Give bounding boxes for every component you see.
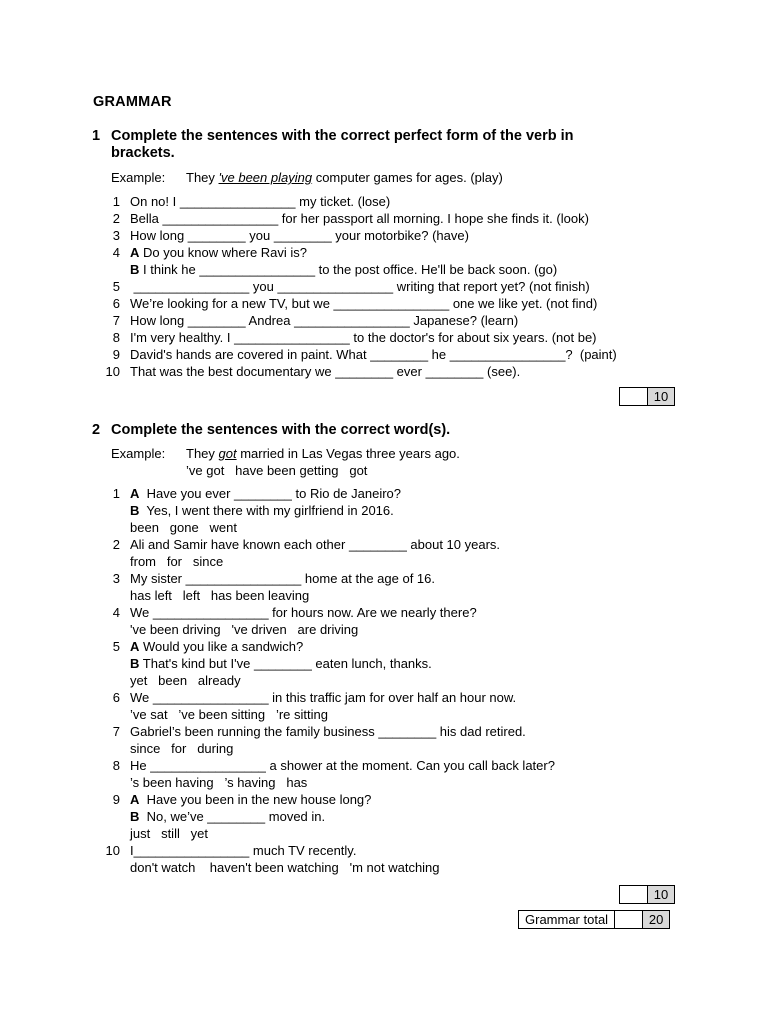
exercise-2-item-response[interactable]: B That's kind but I've ________ eaten lunch, thanks. bbox=[130, 656, 432, 671]
exercise-1-item[interactable]: A Do you know where Ravi is? bbox=[130, 245, 308, 260]
grammar-total-label: Grammar total bbox=[519, 911, 615, 928]
exercise-1-item-response[interactable]: B I think he ________________ to the post office. He'll be back soon. (go) bbox=[130, 262, 558, 277]
item-number: 6 bbox=[112, 296, 120, 311]
item-number: 2 bbox=[112, 211, 120, 226]
max-score: 10 bbox=[648, 388, 674, 405]
answer-options: ’s been having ’s having has bbox=[130, 775, 308, 790]
item-number: 3 bbox=[112, 571, 120, 586]
item-number: 1 bbox=[112, 194, 120, 209]
answer-options: 've been driving 've driven are driving bbox=[130, 622, 359, 637]
section-heading: GRAMMAR bbox=[93, 94, 172, 110]
item-number: 1 bbox=[112, 486, 120, 501]
exercise-1-instructions: Complete the sentences with the correct perfect form of the verb in brackets. bbox=[111, 128, 574, 161]
exercise-1-item[interactable]: We’re looking for a new TV, but we ________________ one we like yet. (not find) bbox=[130, 296, 598, 311]
answer-options: ’ve sat ’ve been sitting ’re sitting bbox=[130, 707, 328, 722]
score-entry-cell[interactable] bbox=[620, 388, 648, 405]
exercise-2-item[interactable]: A Have you ever ________ to Rio de Janeiro? bbox=[130, 486, 402, 501]
exercise-1-item[interactable]: Bella ________________ for her passport all morning. I hope she finds it. (look) bbox=[130, 211, 589, 226]
exercise-2-score-box bbox=[619, 885, 675, 904]
score-entry-cell[interactable] bbox=[620, 886, 648, 903]
total-max-score: 20 bbox=[643, 911, 669, 928]
exercise-2-item[interactable]: A Would you like a sandwich? bbox=[130, 639, 304, 654]
exercise-1-item[interactable]: David's hands are covered in paint. What ________ he ________________? (paint) bbox=[130, 347, 617, 362]
exercise-1-example: They 've been playing computer games for ages. (play) bbox=[186, 170, 503, 185]
item-number: 7 bbox=[112, 313, 120, 328]
item-number: 6 bbox=[112, 690, 120, 705]
exercise-2-example-label: Example: bbox=[111, 446, 166, 461]
exercise-1-item[interactable]: How long ________ you ________ your motorbike? (have) bbox=[130, 228, 469, 243]
item-number: 9 bbox=[112, 792, 120, 807]
item-number: 8 bbox=[112, 330, 120, 345]
example-answer: got bbox=[218, 446, 237, 461]
answer-options: since for during bbox=[130, 741, 234, 756]
item-number: 4 bbox=[112, 245, 120, 260]
exercise-1-score-box bbox=[619, 387, 675, 406]
exercise-1-item[interactable]: ________________ you ________________ writing that report yet? (not finish) bbox=[130, 279, 590, 294]
item-number: 4 bbox=[112, 605, 120, 620]
answer-options: yet been already bbox=[130, 673, 241, 688]
exercise-2-example-options: ’ve got have been getting got bbox=[186, 463, 368, 478]
exercise-2-item-response[interactable]: B Yes, I went there with my girlfriend in 2016. bbox=[130, 503, 394, 518]
exercise-2-item[interactable]: My sister ________________ home at the age of 16. bbox=[130, 571, 435, 586]
exercise-2-item[interactable]: He ________________ a shower at the moment. Can you call back later? bbox=[130, 758, 555, 773]
answer-options: has left left has been leaving bbox=[130, 588, 310, 603]
item-number: 5 bbox=[112, 279, 120, 294]
exercise-1-number: 1 bbox=[92, 128, 101, 144]
exercise-2-item[interactable]: We ________________ for hours now. Are we nearly there? bbox=[130, 605, 477, 620]
answer-options: been gone went bbox=[130, 520, 237, 535]
example-answer: 've been playing bbox=[218, 170, 313, 185]
exercise-2-instructions: Complete the sentences with the correct word(s). bbox=[111, 422, 451, 438]
item-number: 10 bbox=[105, 364, 120, 379]
item-number: 8 bbox=[112, 758, 120, 773]
exercise-1-item[interactable]: On no! I ________________ my ticket. (lose) bbox=[130, 194, 391, 209]
answer-options: just still yet bbox=[130, 826, 209, 841]
item-number: 10 bbox=[105, 843, 120, 858]
item-number: 7 bbox=[112, 724, 120, 739]
exercise-2-item-response[interactable]: B No, we’ve ________ moved in. bbox=[130, 809, 326, 824]
answer-options: from for since bbox=[130, 554, 224, 569]
exercise-1-item[interactable]: That was the best documentary we ________ ever ________ (see). bbox=[130, 364, 521, 379]
total-entry-cell[interactable] bbox=[615, 911, 643, 928]
exercise-2-item[interactable]: We ________________ in this traffic jam for over half an hour now. bbox=[130, 690, 517, 705]
item-number: 2 bbox=[112, 537, 120, 552]
max-score: 10 bbox=[648, 886, 674, 903]
exercise-2-item[interactable]: Gabriel’s been running the family business ________ his dad retired. bbox=[130, 724, 526, 739]
exercise-2-item[interactable]: A Have you been in the new house long? bbox=[130, 792, 372, 807]
answer-options: don't watch haven't been watching 'm not watching bbox=[130, 860, 440, 875]
exercise-1-example-label: Example: bbox=[111, 170, 166, 185]
exercise-2-item[interactable]: Ali and Samir have known each other ________ about 10 years. bbox=[130, 537, 501, 552]
item-number: 5 bbox=[112, 639, 120, 654]
item-number: 9 bbox=[112, 347, 120, 362]
exercise-2-example: They got married in Las Vegas three years ago. bbox=[186, 446, 460, 461]
exercise-2-item[interactable]: I________________ much TV recently. bbox=[130, 843, 357, 858]
exercise-2-number: 2 bbox=[92, 422, 101, 438]
exercise-1-item[interactable]: I'm very healthy. I ________________ to the doctor's for about six years. (not be) bbox=[130, 330, 597, 345]
grammar-total-box bbox=[518, 910, 670, 929]
item-number: 3 bbox=[112, 228, 120, 243]
exercise-1-item[interactable]: How long ________ Andrea ________________ Japanese? (learn) bbox=[130, 313, 519, 328]
